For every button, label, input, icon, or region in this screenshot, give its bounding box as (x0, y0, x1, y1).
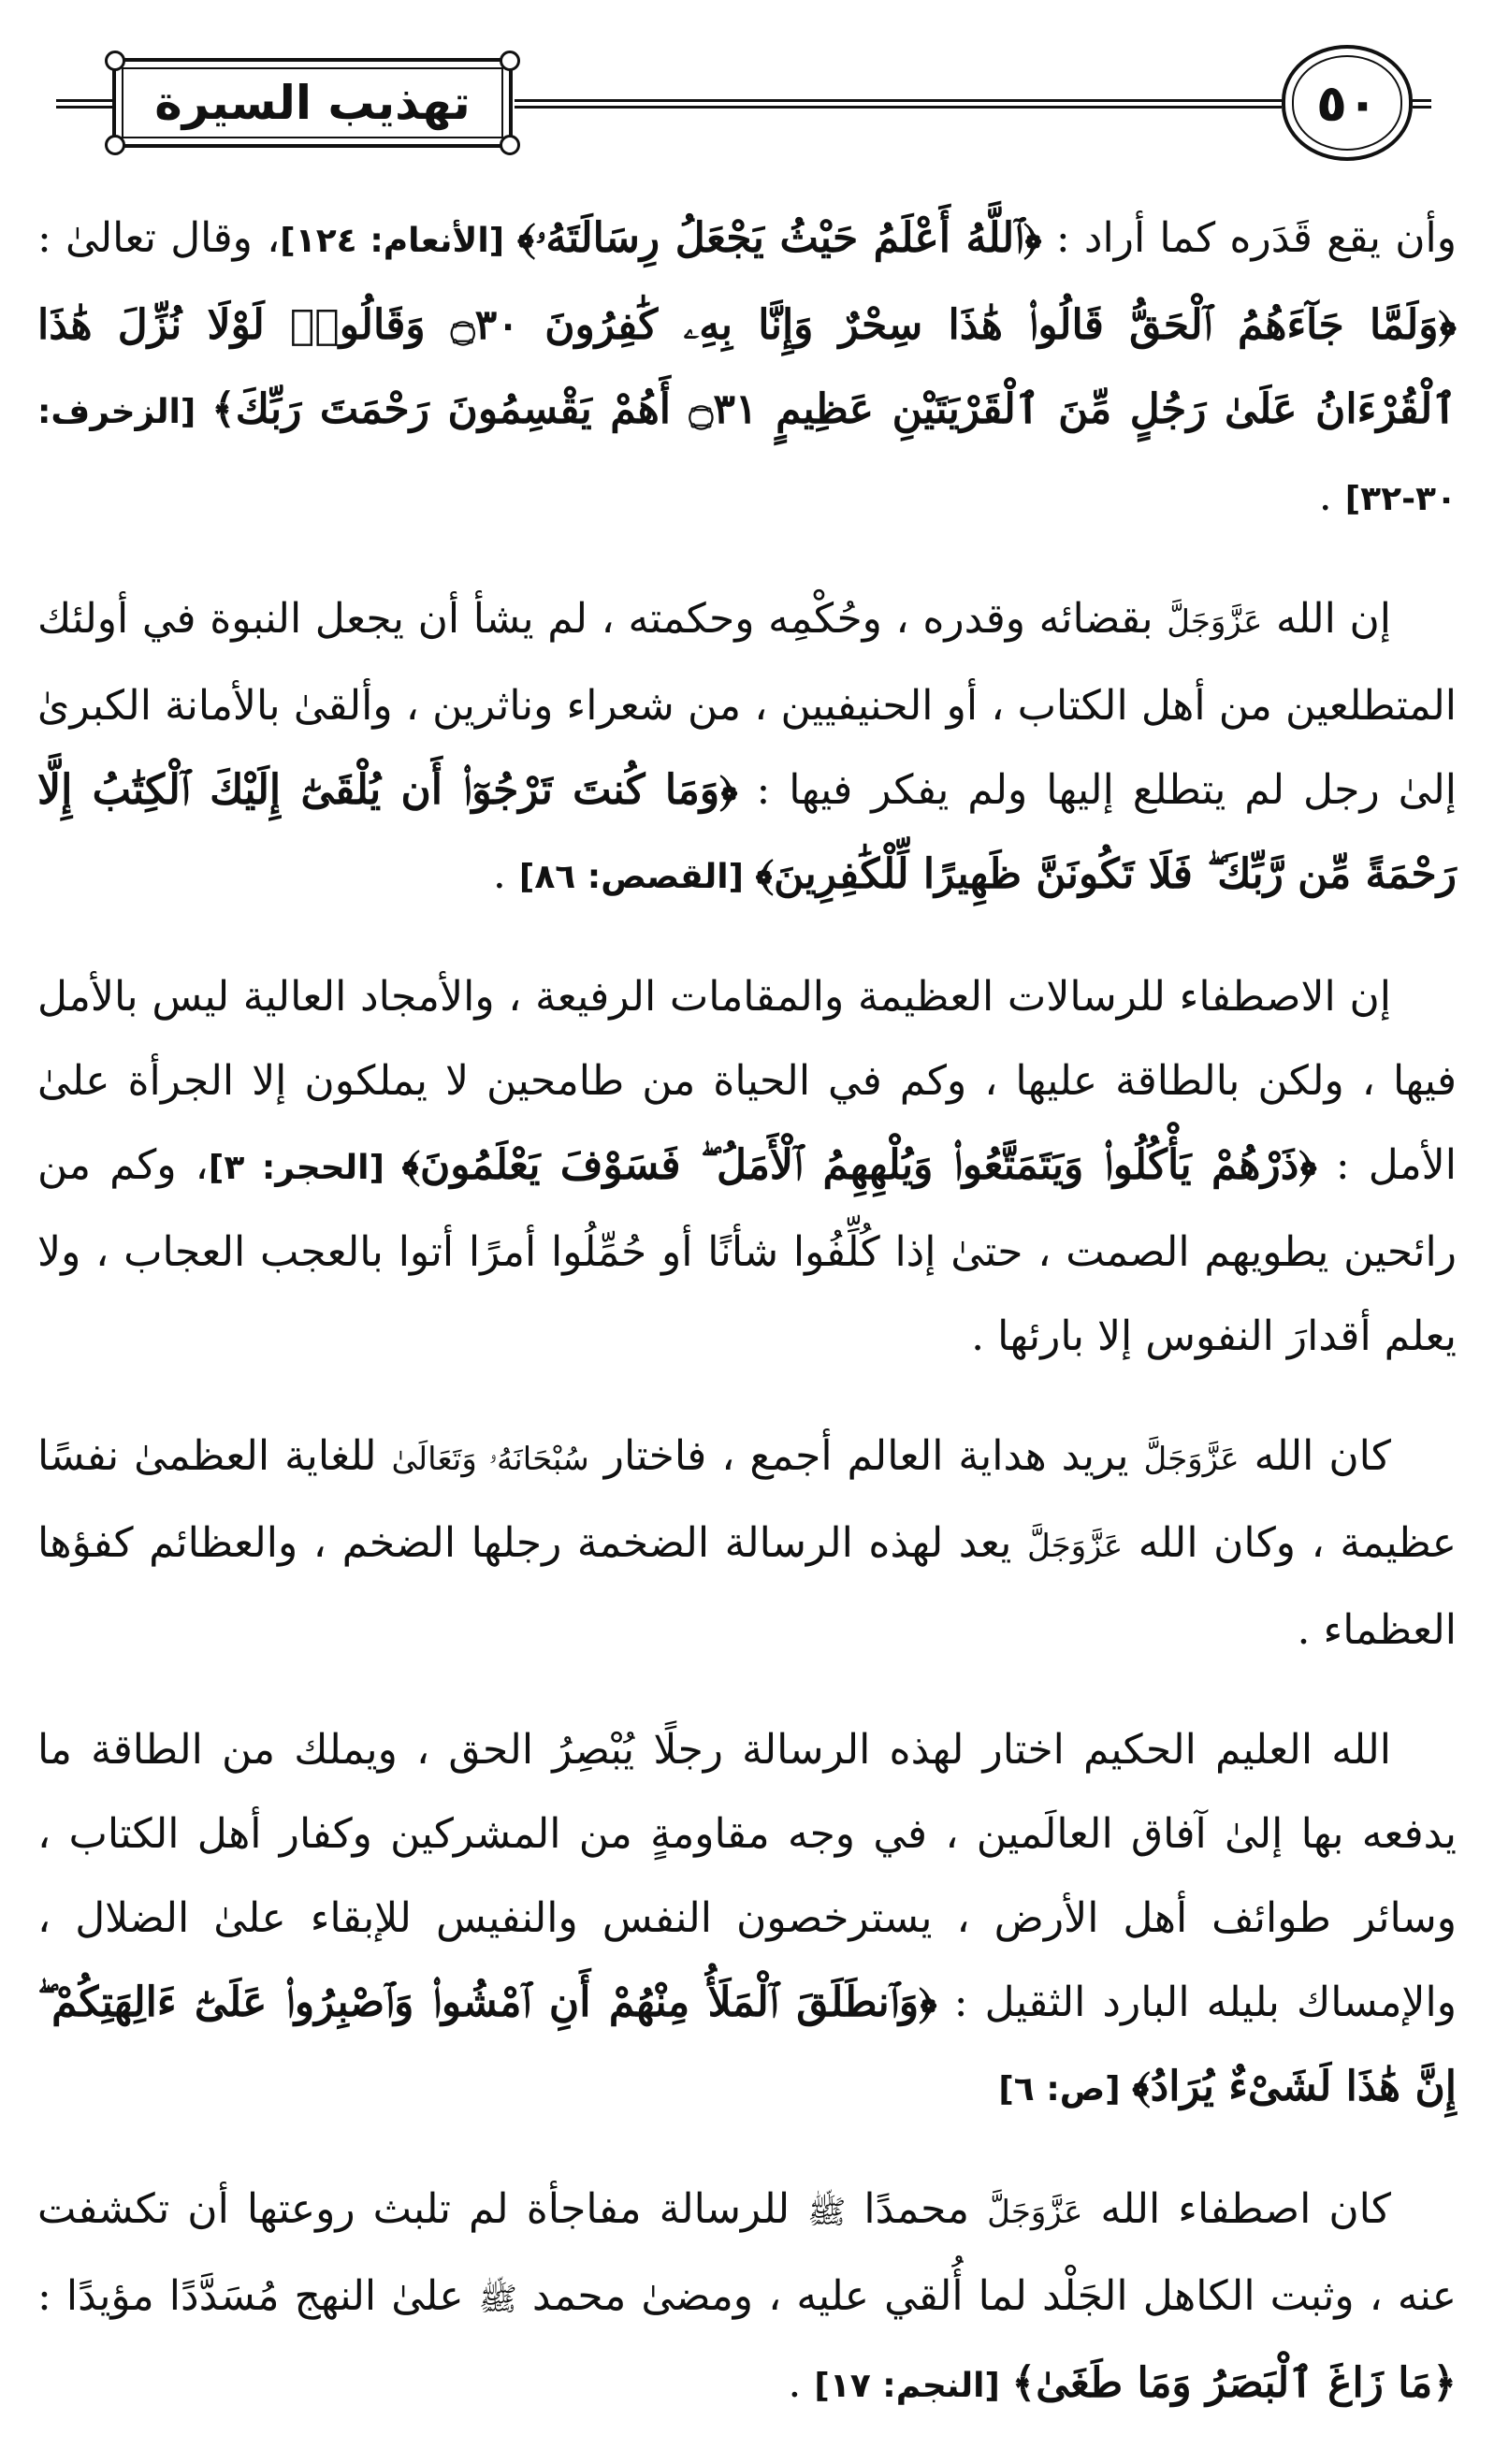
quran-verse: ﴿ذَرْهُمْ يَأْكُلُوا۟ وَيَتَمَتَّعُوا۟ وَيُلْهِهِمُ ٱلْأَمَلُ ۖ فَسَوْفَ يَعْلَمُونَ﴾ (401, 1141, 1317, 1189)
page-number: ٥٠ (1316, 73, 1378, 133)
body-text: للرسالة مفاجأة لم تلبث روعتها أن تكشفت عنه ، وثبت الكاهل الجَلْد لما أُلقي عليه ، ومضىٰ محمد (37, 2185, 1457, 2320)
verse-reference: [القصص: ٨٦] (518, 858, 756, 896)
body-text: كان اصطفاء الله (1082, 2185, 1391, 2233)
body-text: ، وقال تعالىٰ : (37, 214, 281, 262)
body-text: . (1318, 472, 1345, 520)
paragraph-5 (37, 1708, 1457, 2132)
body-text: إن الاصطفاء للرسالات العظيمة والمقامات الرفيعة ، والأمجاد العالية ليس بالأمل فيها ، ولكن بالطاقة عليها ، وكم في الحياة من طامحين لا يملكون إلا الجرأة علىٰ الأمل : (37, 973, 1457, 1189)
quran-verse: ﴿مَا زَاغَ ٱلْبَصَرُ وَمَا طَغَىٰ﴾ (1011, 2359, 1457, 2407)
page-body (37, 196, 1457, 2464)
body-text: محمدًا (846, 2185, 988, 2233)
quran-verse: ﴿ٱللَّهُ أَعْلَمُ حَيْثُ يَجْعَلُ رِسَالَتَهُۥ﴾ (516, 214, 1042, 262)
paragraph-6 (37, 2167, 1457, 2428)
body-text: . (788, 2359, 815, 2407)
verse-reference: [الأنعام: ١٢٤] (280, 222, 517, 260)
header-rule-right (1413, 99, 1431, 109)
paragraph-1 (37, 196, 1457, 542)
honorific-phrase: عَزَّوَجَلَّ (1167, 603, 1263, 641)
honorific-phrase: عَزَّوَجَلَّ (1026, 1528, 1124, 1565)
header-rule-left (56, 99, 112, 109)
body-text: يريد هداية العالم أجمع ، فاختار (588, 1432, 1144, 1480)
book-title: تهذيب السيرة (154, 76, 471, 130)
paragraph-2 (37, 577, 1457, 920)
page-header (37, 37, 1457, 178)
honorific-phrase: عَزَّوَجَلَّ (987, 2194, 1083, 2231)
paragraph-3 (37, 955, 1457, 1379)
verse-reference: [النجم: ١٧] (814, 2367, 1012, 2405)
body-text: علىٰ النهج مُسَدَّدًا مؤيدًا : (37, 2272, 479, 2320)
verse-reference: [الحجر: ٣] (208, 1149, 402, 1187)
body-text: . (492, 850, 519, 898)
body-text: إن الله (1262, 595, 1391, 643)
body-text: بقضائه وقدره ، وحُكْمِه وحكمته ، لم يشأ أن يجعل النبوة في أولئك المتطلعين من أهل الكتاب ، أو الحنيفيين ، من شعراء وناثرين ، وألقىٰ بالأمانة الكبرىٰ إلىٰ رجل لم يتطلع إليها ولم يفكر فيها : (37, 595, 1457, 814)
header-rule-middle (515, 99, 1282, 109)
body-text: ، وكم من رائحين يطويهم الصمت ، حتىٰ إذا كُلِّفُوا شأنًا أو حُمِّلُوا أمرًا أتوا بالعجب العجاب ، ولا يعلم أقدارَ النفوس إلا بارئها . (37, 1141, 1457, 1360)
body-text: كان الله (1239, 1432, 1391, 1480)
page-number-badge (1282, 45, 1413, 161)
quran-verse: ﴿وَٱنطَلَقَ ٱلْمَلَأُ مِنْهُمْ أَنِ ٱمْشُوا۟ وَٱصْبِرُوا۟ عَلَىٰٓ ءَالِهَتِكُمْ ۖ إِنَّ هَٰذَا لَشَىْءٌ يُرَادُ﴾ (37, 1978, 1457, 2110)
honorific-phrase: ﷺ (807, 2194, 847, 2231)
body-text: الله العليم الحكيم اختار لهذه الرسالة رجلًا يُبْصِرُ الحق ، ويملك من الطاقة ما يدفعه بها إلىٰ آفاق العالَمين ، في وجه مقاومةٍ من المشركين وكفار أهل الكتاب ، وسائر طوائف أهل الأرض ، يسترخصون النفس والنفيس للإبقاء علىٰ الضلال ، والإمساك بليله البارد الثقيل : (37, 1726, 1457, 2026)
verse-reference: [الزخرف: ٣٠-٣٢] (37, 393, 1457, 518)
paragraph-4 (37, 1414, 1457, 1673)
quran-verse: ﴿وَمَا كُنتَ تَرْجُوٓا۟ أَن يُلْقَىٰٓ إِلَيْكَ ٱلْكِتَٰبُ إِلَّا رَحْمَةً مِّن رَّبِّكَ ۖ فَلَا تَكُونَنَّ ظَهِيرًا لِّلْكَٰفِرِينَ﴾ (37, 766, 1457, 898)
honorific-phrase: سُبْحَانَهُۥ وَتَعَالَىٰ (391, 1441, 589, 1478)
honorific-phrase: عَزَّوَجَلَّ (1143, 1441, 1240, 1478)
book-page (37, 0, 1457, 2439)
verse-reference: [ص: ٦] (998, 2070, 1133, 2109)
body-text: وأن يقع قَدَره كما أراد : (1041, 214, 1457, 262)
body-text: يعد لهذه الرسالة الضخمة رجلها الضخم ، والعظائم كفؤها العظماء . (37, 1519, 1457, 1654)
header-title-frame (112, 58, 513, 148)
honorific-phrase: ﷺ (478, 2281, 517, 2318)
quran-verse: ﴿وَلَمَّا جَآءَهُمُ ٱلْحَقُّ قَالُوا۟ هَٰذَا سِحْرٌ وَإِنَّا بِهِۦ كَٰفِرُونَ ۝٣٠ وَقَالُوا۟ لَوْلَا نُزِّلَ هَٰذَا ٱلْقُرْءَانُ عَلَىٰ رَجُلٍ مِّنَ ٱلْقَرْيَتَيْنِ عَظِيمٍ ۝٣١ أَهُمْ يَقْسِمُونَ رَحْمَتَ رَبِّكَ﴾ (37, 301, 1457, 433)
body-text: للغاية العظمىٰ نفسًا عظيمة ، وكان الله (37, 1432, 1458, 1567)
